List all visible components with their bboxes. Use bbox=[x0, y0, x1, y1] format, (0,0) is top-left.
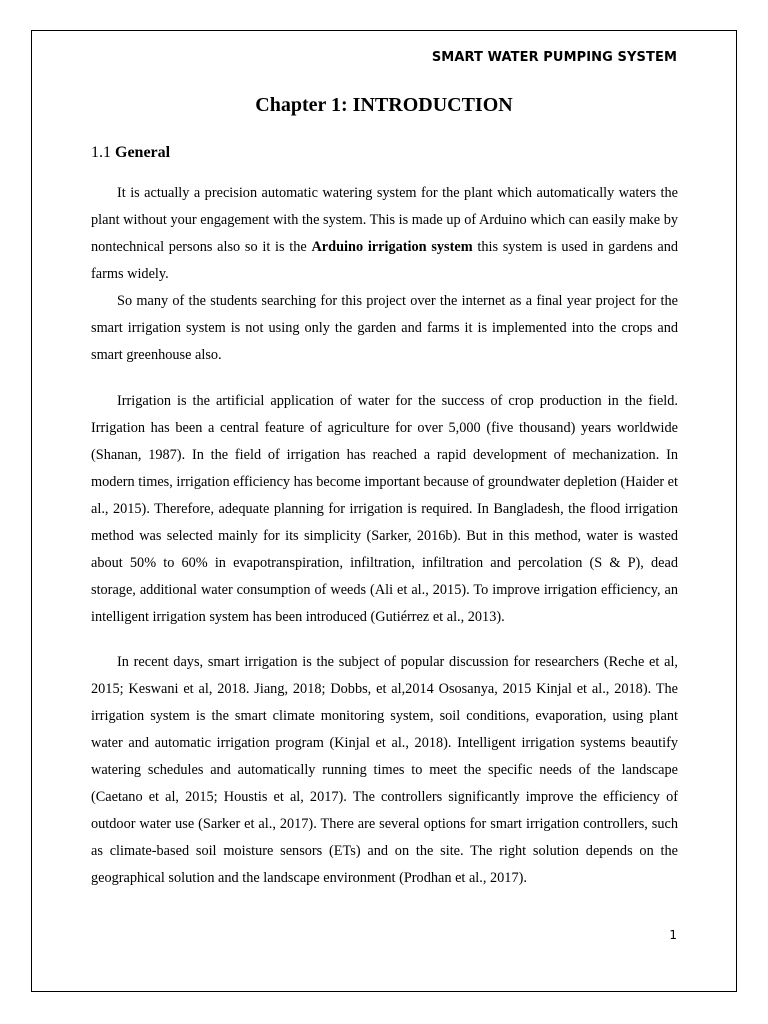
paragraph-4: In recent days, smart irrigation is the subject of popular discussion for researchers (Reche et al, 2015; Keswani et al, 2018. Jiang, 2018; Dobbs, et al,2014 Ososanya, 2015 Kinjal et al., 2018). The irrigation system is the smart climate monitoring system, soil conditions, evaporation, using plant water and automatic irrigation program (Kinjal et al., 2018). Intelligent irrigation systems beautify watering schedules and automatically running times to meet the specific needs of the landscape (Caetano et al, 2015; Houstis et al, 2017). The controllers significantly improve the efficiency of outdoor water use (Sarker et al., 2017). There are several options for smart irrigation controllers, such as climate-based soil moisture sensors (ETs) and on the site. The right solution depends on the geographical solution and the landscape environment (Prodhan et al., 2017). bbox=[91, 654, 678, 886]
section-title: General bbox=[115, 144, 171, 161]
paragraph-1-bold-term: Arduino irrigation system bbox=[311, 239, 473, 255]
paragraph-1 bbox=[91, 180, 678, 288]
paragraph-3: Irrigation is the artificial application of water for the success of crop production in the field. Irrigation has been a central feature of agriculture for over 5,000 (five thousand) years worldwide (Shanan, 1987). In the field of irrigation has reached a rapid development of mechanization. In modern times, irrigation efficiency has become important because of groundwater depletion (Haider et al., 2015). Therefore, adequate planning for irrigation is required. In Bangladesh, the flood irrigation method was selected mainly for its simplicity (Sarker, 2016b). But in this method, water is wasted about 50% to 60% in evapotranspiration, infiltration, infiltration and percolation (S & P), dead storage, additional water consumption of weeds (Ali et al., 2015). To improve irrigation efficiency, an intelligent irrigation system has been introduced (Gutiérrez et al., 2013). bbox=[91, 393, 678, 625]
paragraph-1-text-b: this system is used in gardens and farms widely. bbox=[91, 239, 679, 282]
section-number: 1.1 bbox=[91, 144, 111, 161]
paragraph-2: So many of the students searching for this project over the internet as a final year project for the smart irrigation system is not using only the garden and farms it is implemented into the crops and smart greenhouse also. bbox=[91, 293, 678, 363]
irrigation-block bbox=[91, 388, 678, 631]
page-number: 1 bbox=[669, 928, 677, 942]
intro-block bbox=[91, 180, 678, 369]
section-heading bbox=[91, 142, 170, 164]
chapter-title: Chapter 1: INTRODUCTION bbox=[255, 94, 513, 116]
paragraph-1-text-a: It is actually a precision automatic watering system for the plant which automatically waters the plant without your engagement with the system. This is made up of Arduino which can easily make by nontechnical persons also so it is the bbox=[91, 185, 678, 255]
smart-irrigation-block bbox=[91, 649, 678, 892]
running-header: SMART WATER PUMPING SYSTEM bbox=[431, 50, 677, 65]
